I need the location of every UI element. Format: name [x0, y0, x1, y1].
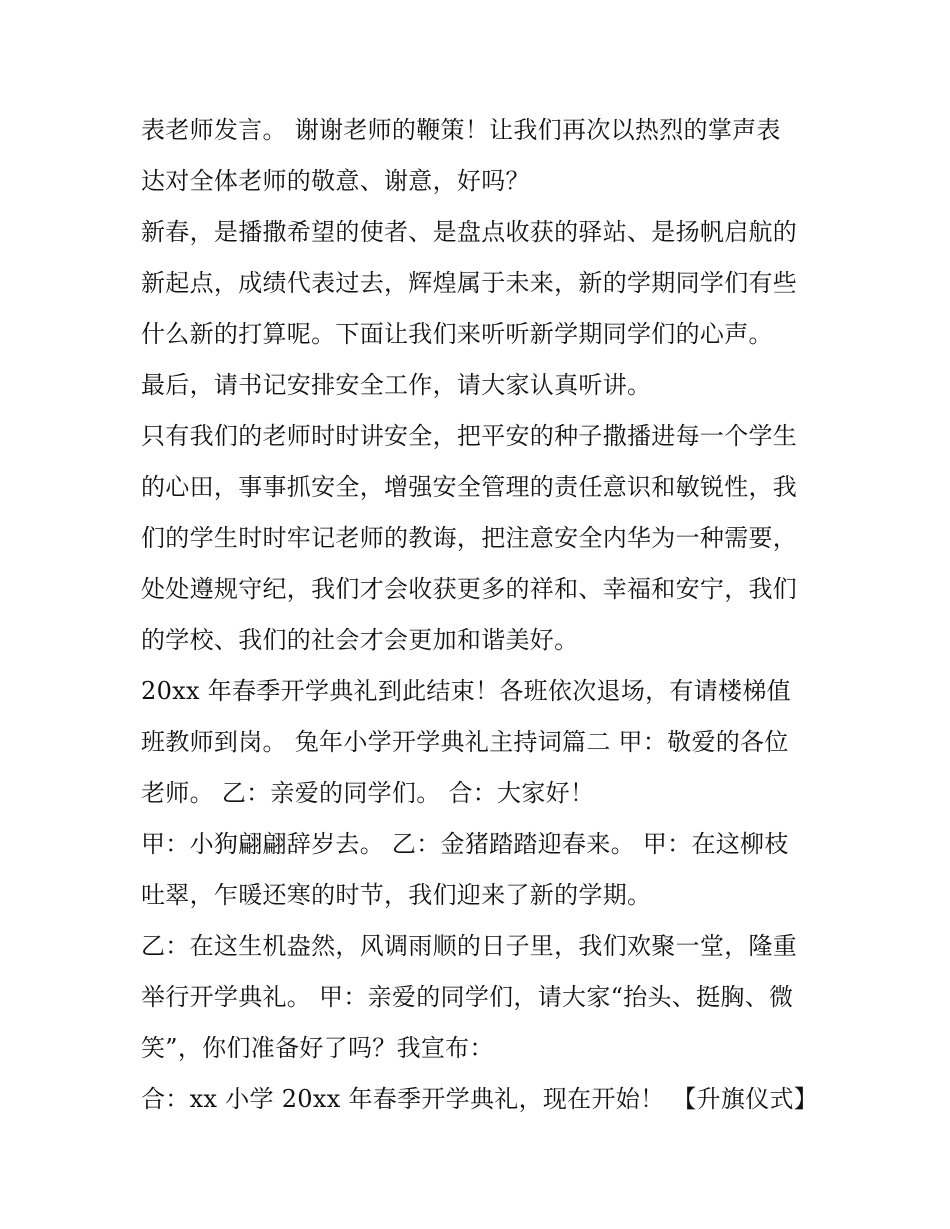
text-line-1: 表老师发言。 谢谢老师的鞭策！让我们再次以热烈的掌声表	[141, 116, 781, 144]
text-line-3: 新春，是播撒希望的使者、是盘点收获的驿站、是扬帆启航的	[141, 218, 798, 246]
text-line-10: 处处遵规守纪，我们才会收获更多的祥和、幸福和安宁，我们	[141, 575, 798, 603]
text-line-14: 老师。 乙：亲爱的同学们。 合：大家好！	[141, 779, 595, 807]
text-line-18: 举行开学典礼。 甲：亲爱的同学们，请大家“抬头、挺胸、微	[141, 983, 794, 1011]
text-line-20: 合：xx 小学 20xx 年春季开学典礼，现在开始！ 【升旗仪式】	[141, 1085, 819, 1113]
text-line-5: 什么新的打算呢。下面让我们来听听新学期同学们的心声。	[141, 320, 773, 348]
text-line-7: 只有我们的老师时时讲安全，把平安的种子撒播进每一个学生	[141, 422, 798, 450]
text-line-12: 20xx 年春季开学典礼到此结束！各班依次退场，有请楼梯值	[141, 677, 791, 705]
text-line-11: 的学校、我们的社会才会更加和谐美好。	[141, 626, 579, 654]
document-body	[141, 105, 821, 1125]
text-line-16: 吐翠，乍暖还寒的时节，我们迎来了新的学期。	[141, 881, 652, 909]
text-line-4: 新起点，成绩代表过去，辉煌属于未来，新的学期同学们有些	[141, 269, 798, 297]
text-line-2: 达对全体老师的敬意、谢意，好吗？	[141, 167, 530, 195]
text-line-8: 的心田，事事抓安全，增强安全管理的责任意识和敏锐性，我	[141, 473, 798, 501]
text-line-17: 乙：在这生机盎然，风调雨顺的日子里，我们欢聚一堂，隆重	[141, 932, 798, 960]
text-line-9: 们的学生时时牢记老师的教诲，把注意安全内华为一种需要，	[141, 524, 798, 552]
text-line-15: 甲：小狗翩翩辞岁去。 乙：金猪踏踏迎春来。 甲：在这柳枝	[141, 830, 789, 858]
text-line-6: 最后，请书记安排安全工作，请大家认真听讲。	[141, 371, 652, 399]
text-line-13: 班教师到岗。 兔年小学开学典礼主持词篇二 甲：敬爱的各位	[141, 728, 789, 756]
text-line-19: 笑”，你们准备好了吗？我宣布：	[141, 1034, 494, 1062]
